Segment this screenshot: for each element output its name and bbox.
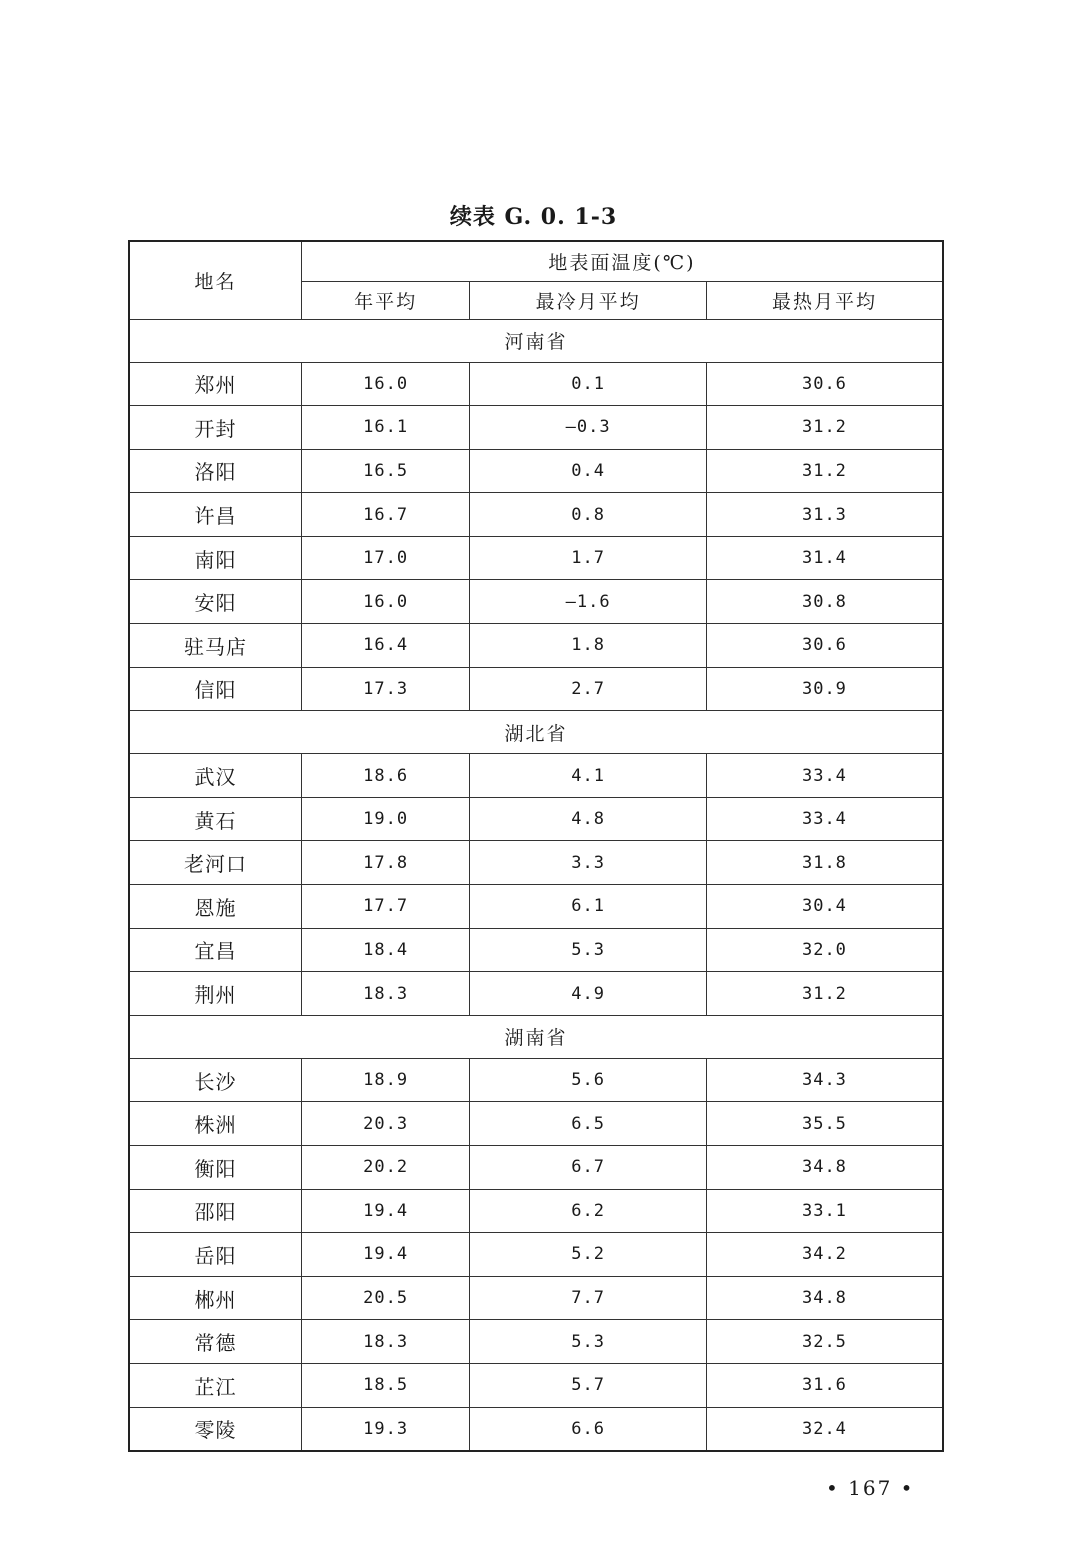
table-row — [129, 1407, 943, 1451]
table-row — [129, 1102, 943, 1146]
place-name-cell: 荆州 — [129, 972, 301, 1016]
hottest-cell: 31.2 — [706, 406, 943, 450]
place-name-cell: 驻马店 — [129, 624, 301, 668]
hottest-cell: 31.4 — [706, 536, 943, 580]
coldest-cell: 0.1 — [470, 362, 707, 406]
header-coldest: 最冷月平均 — [470, 281, 707, 319]
place-name-cell: 衡阳 — [129, 1146, 301, 1190]
coldest-cell: 6.6 — [470, 1407, 707, 1451]
hottest-cell: 31.3 — [706, 493, 943, 537]
coldest-cell: —1.6 — [470, 580, 707, 624]
hottest-cell: 30.6 — [706, 362, 943, 406]
hottest-cell: 34.8 — [706, 1146, 943, 1190]
table-row — [129, 1276, 943, 1320]
table-body — [129, 319, 943, 1451]
hottest-cell: 33.4 — [706, 754, 943, 798]
coldest-cell: 0.8 — [470, 493, 707, 537]
place-name-cell: 洛阳 — [129, 449, 301, 493]
place-name-cell: 老河口 — [129, 841, 301, 885]
province-heading: 湖南省 — [129, 1015, 943, 1058]
coldest-cell: 1.8 — [470, 624, 707, 668]
annual-cell: 17.7 — [301, 885, 469, 929]
hottest-cell: 32.4 — [706, 1407, 943, 1451]
place-name-cell: 武汉 — [129, 754, 301, 798]
table-row — [129, 580, 943, 624]
header-hottest: 最热月平均 — [706, 281, 943, 319]
province-heading: 湖北省 — [129, 711, 943, 754]
coldest-cell: 5.2 — [470, 1233, 707, 1277]
coldest-cell: 1.7 — [470, 536, 707, 580]
table-row — [129, 1233, 943, 1277]
province-row — [129, 711, 943, 754]
table-row — [129, 493, 943, 537]
place-name-cell: 宜昌 — [129, 928, 301, 972]
hottest-cell: 31.2 — [706, 449, 943, 493]
coldest-cell: 4.9 — [470, 972, 707, 1016]
table-row — [129, 406, 943, 450]
hottest-cell: 30.8 — [706, 580, 943, 624]
table-row — [129, 928, 943, 972]
table-row — [129, 841, 943, 885]
coldest-cell: 5.3 — [470, 928, 707, 972]
table-row — [129, 972, 943, 1016]
annual-cell: 19.4 — [301, 1233, 469, 1277]
annual-cell: 19.3 — [301, 1407, 469, 1451]
coldest-cell: 2.7 — [470, 667, 707, 711]
annual-cell: 16.0 — [301, 580, 469, 624]
hottest-cell: 30.6 — [706, 624, 943, 668]
coldest-cell: 5.6 — [470, 1058, 707, 1102]
table-row — [129, 885, 943, 929]
annual-cell: 20.3 — [301, 1102, 469, 1146]
hottest-cell: 33.4 — [706, 797, 943, 841]
coldest-cell: 5.3 — [470, 1320, 707, 1364]
coldest-cell: 5.7 — [470, 1363, 707, 1407]
place-name-cell: 郑州 — [129, 362, 301, 406]
place-name-cell: 郴州 — [129, 1276, 301, 1320]
coldest-cell: 6.2 — [470, 1189, 707, 1233]
temperature-table — [128, 240, 944, 1452]
coldest-cell: 6.7 — [470, 1146, 707, 1190]
coldest-cell: 4.8 — [470, 797, 707, 841]
table-row — [129, 1320, 943, 1364]
header-annual: 年平均 — [301, 281, 469, 319]
annual-cell: 18.3 — [301, 1320, 469, 1364]
table-row — [129, 754, 943, 798]
table-row — [129, 1146, 943, 1190]
annual-cell: 16.7 — [301, 493, 469, 537]
annual-cell: 16.0 — [301, 362, 469, 406]
table-row — [129, 1363, 943, 1407]
annual-cell: 18.5 — [301, 1363, 469, 1407]
province-row — [129, 1015, 943, 1058]
hottest-cell: 35.5 — [706, 1102, 943, 1146]
table-row — [129, 449, 943, 493]
coldest-cell: 4.1 — [470, 754, 707, 798]
annual-cell: 20.2 — [301, 1146, 469, 1190]
place-name-cell: 南阳 — [129, 536, 301, 580]
coldest-cell: 0.4 — [470, 449, 707, 493]
coldest-cell: 7.7 — [470, 1276, 707, 1320]
table-row — [129, 362, 943, 406]
hottest-cell: 31.8 — [706, 841, 943, 885]
page-number: • 167 • — [826, 1476, 915, 1500]
header-place: 地名 — [129, 241, 301, 319]
hottest-cell: 32.0 — [706, 928, 943, 972]
hottest-cell: 34.2 — [706, 1233, 943, 1277]
annual-cell: 19.0 — [301, 797, 469, 841]
table-caption: 续表 G. 0. 1-3 — [449, 204, 618, 230]
hottest-cell: 30.9 — [706, 667, 943, 711]
coldest-cell: 3.3 — [470, 841, 707, 885]
place-name-cell: 邵阳 — [129, 1189, 301, 1233]
table-row — [129, 1189, 943, 1233]
annual-cell: 18.9 — [301, 1058, 469, 1102]
table-row — [129, 624, 943, 668]
hottest-cell: 34.8 — [706, 1276, 943, 1320]
coldest-cell: —0.3 — [470, 406, 707, 450]
province-row — [129, 319, 943, 362]
place-name-cell: 芷江 — [129, 1363, 301, 1407]
place-name-cell: 安阳 — [129, 580, 301, 624]
place-name-cell: 长沙 — [129, 1058, 301, 1102]
hottest-cell: 31.6 — [706, 1363, 943, 1407]
table-row — [129, 1058, 943, 1102]
hottest-cell: 30.4 — [706, 885, 943, 929]
hottest-cell: 33.1 — [706, 1189, 943, 1233]
place-name-cell: 黄石 — [129, 797, 301, 841]
place-name-cell: 株洲 — [129, 1102, 301, 1146]
annual-cell: 18.3 — [301, 972, 469, 1016]
annual-cell: 16.5 — [301, 449, 469, 493]
table-row — [129, 536, 943, 580]
annual-cell: 18.4 — [301, 928, 469, 972]
coldest-cell: 6.1 — [470, 885, 707, 929]
hottest-cell: 31.2 — [706, 972, 943, 1016]
coldest-cell: 6.5 — [470, 1102, 707, 1146]
header-group: 地表面温度(℃) — [301, 241, 943, 281]
annual-cell: 16.4 — [301, 624, 469, 668]
province-heading: 河南省 — [129, 319, 943, 362]
place-name-cell: 信阳 — [129, 667, 301, 711]
annual-cell: 18.6 — [301, 754, 469, 798]
hottest-cell: 32.5 — [706, 1320, 943, 1364]
table-row — [129, 797, 943, 841]
place-name-cell: 开封 — [129, 406, 301, 450]
place-name-cell: 岳阳 — [129, 1233, 301, 1277]
place-name-cell: 零陵 — [129, 1407, 301, 1451]
annual-cell: 16.1 — [301, 406, 469, 450]
table-row — [129, 667, 943, 711]
annual-cell: 19.4 — [301, 1189, 469, 1233]
place-name-cell: 恩施 — [129, 885, 301, 929]
hottest-cell: 34.3 — [706, 1058, 943, 1102]
place-name-cell: 许昌 — [129, 493, 301, 537]
annual-cell: 17.3 — [301, 667, 469, 711]
place-name-cell: 常德 — [129, 1320, 301, 1364]
annual-cell: 20.5 — [301, 1276, 469, 1320]
annual-cell: 17.0 — [301, 536, 469, 580]
annual-cell: 17.8 — [301, 841, 469, 885]
